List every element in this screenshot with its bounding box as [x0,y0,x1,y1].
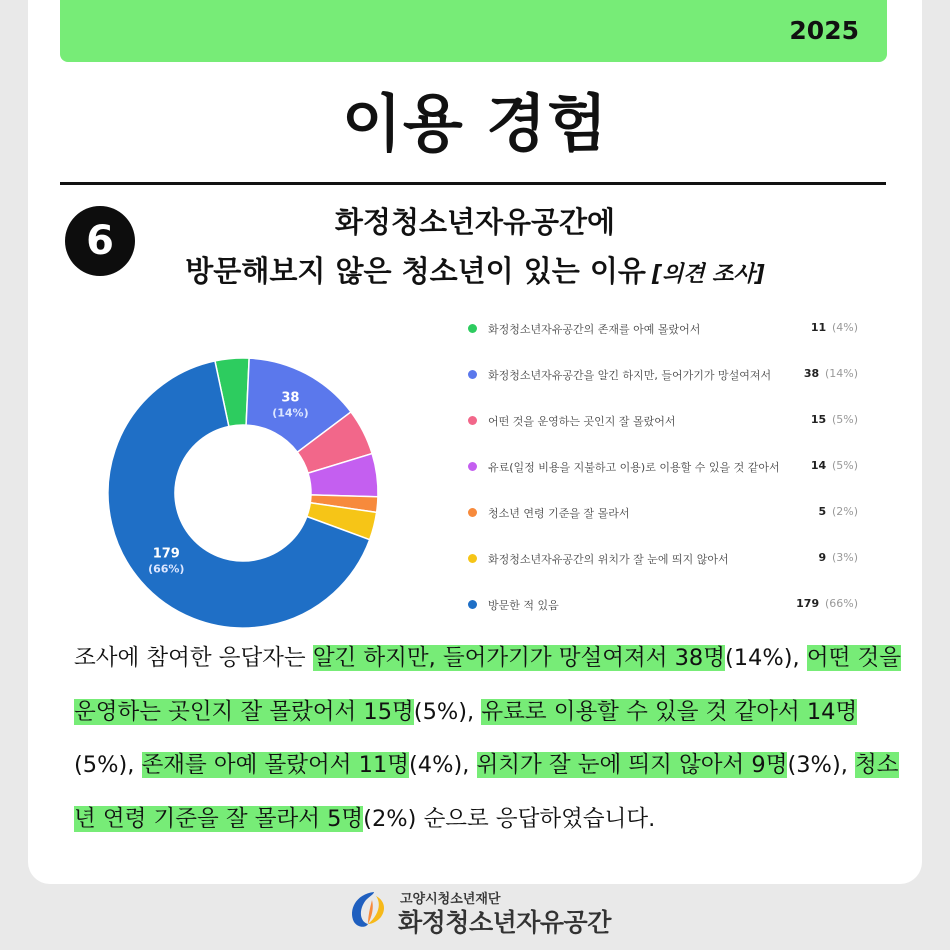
legend-percent: (2%) [831,505,858,518]
legend-percent: (4%) [831,321,858,334]
legend-label: 화정청소년자유공간의 존재를 아예 몰랐어서 [488,323,701,336]
legend-swatch [468,508,477,517]
legend-item [462,548,872,594]
question-line-1: 화정청소년자유공간에 [334,205,616,239]
legend-percent: (5%) [831,413,858,426]
summary-highlight: 어떤 것을 운영하는 곳인지 잘 몰랐어서 15명 [74,645,901,725]
org-logo-icon [344,886,392,930]
legend-value: 14 (5%) [810,459,858,472]
legend-label: 어떤 것을 운영하는 곳인지 잘 몰랐어서 [488,415,676,428]
org-name: 화정청소년자유공간 [398,908,611,937]
summary-part: (14%), [724,645,807,671]
summary-part: (5%), [413,698,482,725]
legend-swatch [468,370,477,379]
summary-part: (4%), [409,752,477,778]
legend-item [462,364,872,410]
legend-item [462,456,872,502]
summary-part: 조사에 참여한 응답자는 [74,645,313,671]
legend-percent: (5%) [831,459,858,472]
title-divider [60,182,886,185]
legend-swatch [468,462,477,471]
question-number-badge: 6 [65,206,135,276]
legend-item [462,318,872,364]
legend-label: 화정청소년자유공간을 알긴 하지만, 들어가기가 망설여져서 [488,369,772,382]
legend-percent: (66%) [824,597,858,610]
summary-part: (2%) 순으로 응답하였습니다. [363,805,656,832]
summary-highlight: 유료로 이용할 수 있을 것 같아서 14명 [481,698,858,725]
legend-label: 화정청소년자유공간의 위치가 잘 눈에 띄지 않아서 [488,553,729,566]
legend-swatch [468,416,477,425]
legend-swatch [468,324,477,333]
question-line-2 [0,249,950,290]
legend-label: 방문한 적 있음 [488,599,559,612]
page-title: 이용 경험 [341,87,609,160]
summary-highlight: 알긴 하지만, 들어가기가 망설여져서 38명 [312,645,725,671]
donut-chart [100,350,390,640]
legend-value: 15 (5%) [810,413,858,426]
summary-part: (5%), [74,752,142,778]
legend-item [462,502,872,548]
question-line-2-text: 방문해보지 않은 청소년이 있는 이유 [185,254,646,288]
legend-value: 5 (2%) [818,505,858,518]
survey-tag: [의견 조사] [651,262,765,287]
summary-highlight: 위치가 잘 눈에 띄지 않아서 9명 [476,752,788,778]
data-label-percent: (66%) [148,562,185,576]
legend-value: 179 (66%) [796,597,858,610]
data-label-value: 179 [152,546,180,562]
data-label-value: 38 [281,390,300,406]
legend-swatch [468,600,477,609]
chart-legend [462,318,872,640]
summary-highlight: 청소년 연령 기준을 잘 몰라서 5명 [74,752,899,832]
legend-label: 유료(일정 비용을 지불하고 이용)로 이용할 수 있을 것 같아서 [488,461,780,474]
data-label-percent: (14%) [272,406,309,420]
year-label: 2025 [789,16,859,45]
footer-logo [344,886,644,936]
summary-text [74,632,914,846]
legend-value: 11 (4%) [810,321,858,334]
legend-swatch [468,554,477,563]
legend-item [462,410,872,456]
legend-percent: (3%) [831,551,858,564]
legend-label: 청소년 연령 기준을 잘 몰라서 [488,507,630,520]
legend-percent: (14%) [824,367,858,380]
org-sub-name: 고양시청소년재단 [400,892,501,907]
year-banner [60,0,887,62]
legend-value: 9 (3%) [818,551,858,564]
donut-slices [108,358,378,628]
legend-value: 38 (14%) [803,367,858,380]
summary-highlight: 존재를 아예 몰랐어서 11명 [141,752,409,778]
summary-part: (3%), [787,752,856,778]
